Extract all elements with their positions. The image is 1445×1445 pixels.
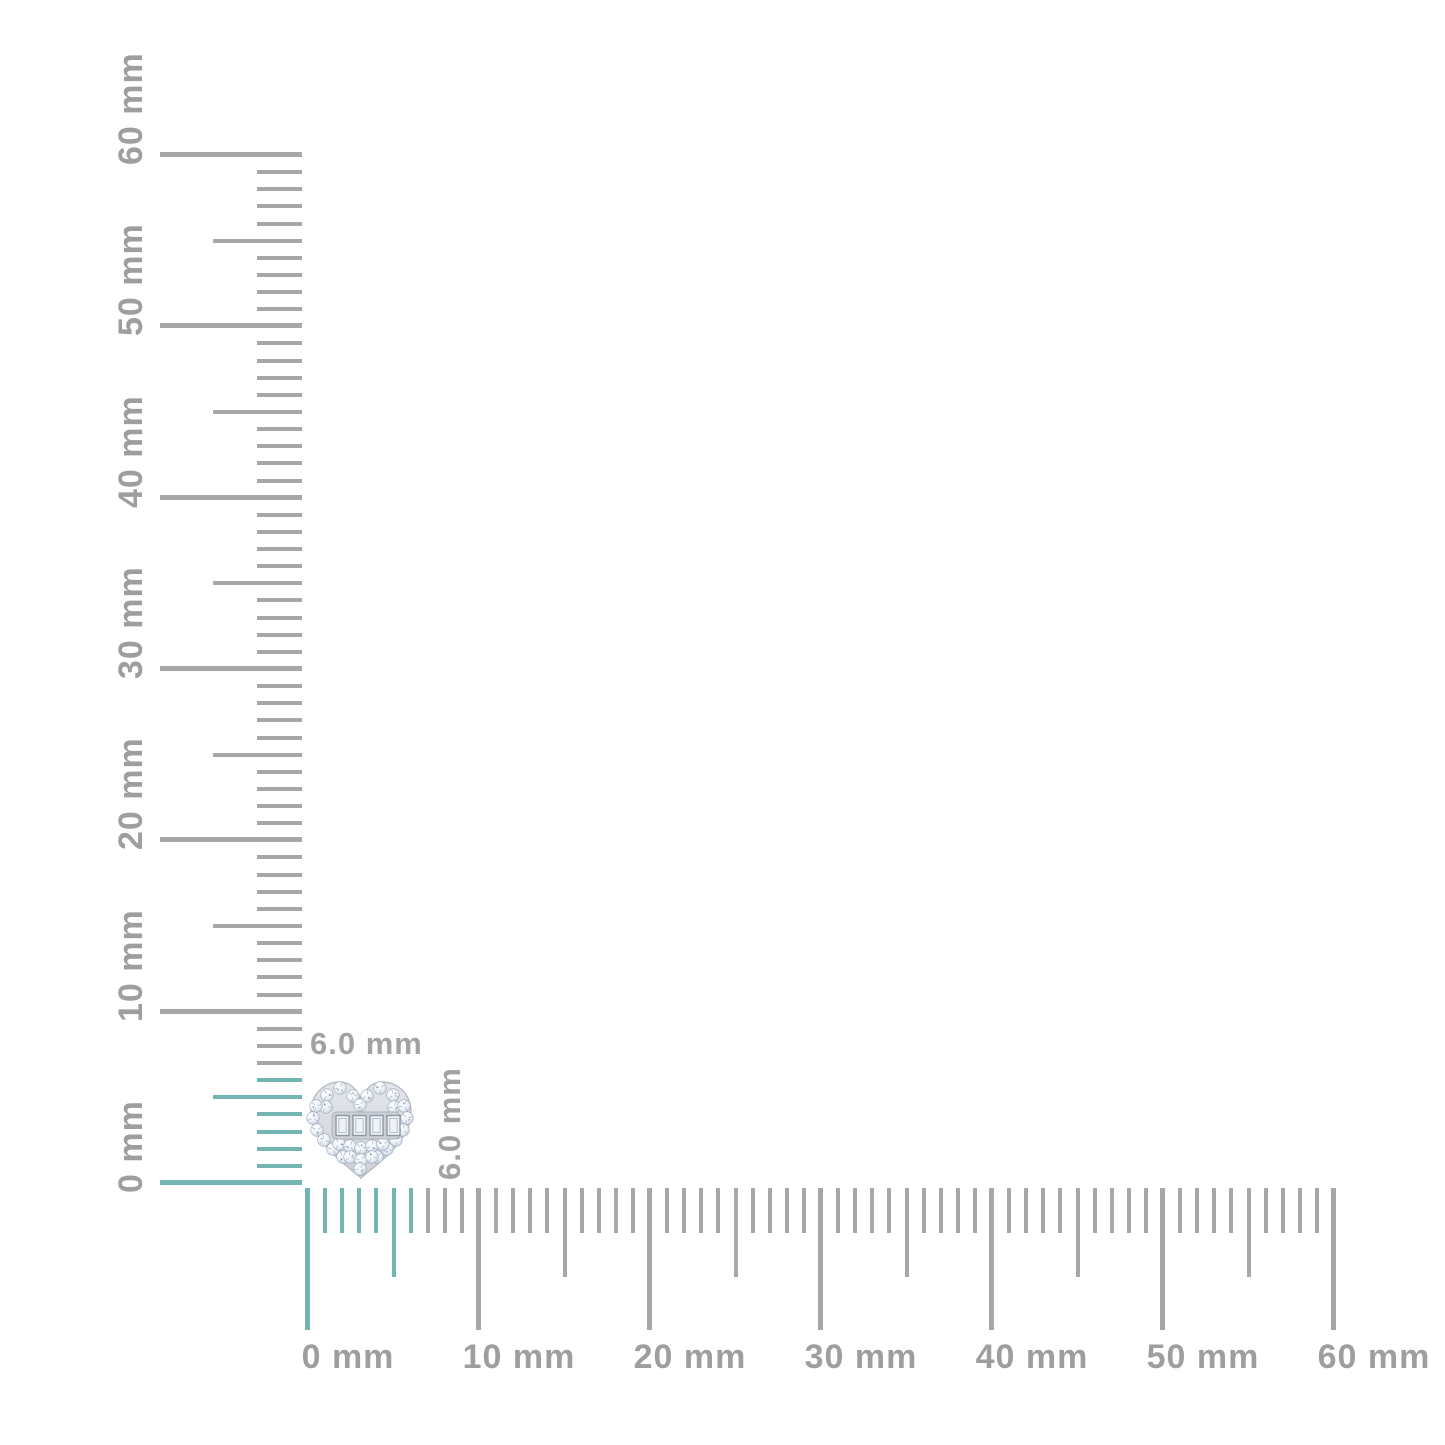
v-ruler-tick bbox=[257, 1027, 302, 1031]
h-ruler-tick bbox=[751, 1188, 755, 1233]
h-ruler-tick bbox=[939, 1188, 943, 1233]
v-ruler-major-tick bbox=[160, 666, 302, 671]
v-ruler-tick bbox=[257, 1147, 302, 1151]
h-ruler-tick bbox=[1058, 1188, 1062, 1233]
h-ruler-tick-label: 10 mm bbox=[462, 1338, 576, 1376]
v-ruler-tick bbox=[257, 530, 302, 534]
v-ruler-tick-label: 60 mm bbox=[112, 52, 150, 165]
v-ruler-major-tick bbox=[160, 837, 302, 842]
v-ruler-tick bbox=[257, 290, 302, 294]
v-ruler-tick bbox=[257, 821, 302, 825]
h-ruler-tick bbox=[1315, 1188, 1319, 1233]
v-ruler-major-tick bbox=[160, 323, 302, 328]
h-ruler-tick bbox=[1247, 1188, 1251, 1277]
h-ruler-tick bbox=[1024, 1188, 1028, 1233]
h-ruler-tick-label: 0 mm bbox=[301, 1338, 395, 1376]
v-ruler-tick bbox=[257, 941, 302, 945]
v-ruler-tick bbox=[257, 616, 302, 620]
v-ruler-tick bbox=[257, 633, 302, 637]
h-ruler-tick bbox=[1127, 1188, 1131, 1233]
v-ruler-tick bbox=[257, 444, 302, 448]
v-ruler-tick bbox=[213, 1095, 302, 1099]
v-ruler-major-tick bbox=[160, 1009, 302, 1014]
h-ruler-major-tick bbox=[1331, 1188, 1336, 1330]
v-ruler-tick bbox=[257, 204, 302, 208]
h-ruler-tick bbox=[528, 1188, 532, 1233]
v-ruler-major-tick bbox=[160, 1180, 302, 1185]
h-ruler-tick bbox=[768, 1188, 772, 1233]
h-ruler-tick bbox=[580, 1188, 584, 1233]
h-ruler-major-tick bbox=[476, 1188, 481, 1330]
v-ruler-tick-label: 20 mm bbox=[112, 737, 150, 850]
h-ruler-tick bbox=[887, 1188, 891, 1233]
h-ruler-tick bbox=[1041, 1188, 1045, 1233]
v-ruler-major-tick bbox=[160, 495, 302, 500]
h-ruler-tick bbox=[511, 1188, 515, 1233]
v-ruler-tick bbox=[257, 341, 302, 345]
h-ruler-major-tick bbox=[1160, 1188, 1165, 1330]
v-ruler-tick bbox=[257, 547, 302, 551]
v-ruler-tick-label: 0 mm bbox=[112, 1100, 150, 1193]
v-ruler-tick bbox=[257, 1112, 302, 1116]
h-ruler-tick bbox=[1007, 1188, 1011, 1233]
v-ruler-tick bbox=[257, 873, 302, 877]
h-ruler-tick bbox=[1076, 1188, 1080, 1277]
h-ruler-tick bbox=[1144, 1188, 1148, 1233]
diamond-heart-graphic bbox=[303, 1075, 419, 1187]
v-ruler-tick bbox=[257, 1164, 302, 1168]
v-ruler-tick bbox=[257, 975, 302, 979]
h-ruler-tick bbox=[1195, 1188, 1199, 1233]
h-ruler-tick bbox=[1281, 1188, 1285, 1233]
h-ruler-tick-label: 60 mm bbox=[1317, 1338, 1431, 1376]
h-ruler-tick bbox=[1110, 1188, 1114, 1233]
v-ruler-tick bbox=[257, 564, 302, 568]
h-ruler-tick bbox=[563, 1188, 567, 1277]
v-ruler-tick bbox=[257, 855, 302, 859]
v-ruler-tick bbox=[257, 993, 302, 997]
h-ruler-major-tick bbox=[647, 1188, 652, 1330]
v-ruler-tick bbox=[213, 239, 302, 243]
v-ruler-tick bbox=[213, 753, 302, 757]
v-ruler-tick-label: 30 mm bbox=[112, 566, 150, 679]
h-ruler-tick bbox=[357, 1188, 361, 1233]
v-ruler-tick bbox=[257, 427, 302, 431]
v-ruler-tick bbox=[257, 273, 302, 277]
h-ruler-tick bbox=[716, 1188, 720, 1233]
v-ruler-tick bbox=[257, 907, 302, 911]
h-ruler-tick bbox=[870, 1188, 874, 1233]
v-ruler-major-tick bbox=[160, 152, 302, 157]
h-ruler-tick bbox=[597, 1188, 601, 1233]
h-ruler-tick bbox=[1212, 1188, 1216, 1233]
h-ruler-tick bbox=[426, 1188, 430, 1233]
h-ruler-tick bbox=[1229, 1188, 1233, 1233]
h-ruler-tick bbox=[631, 1188, 635, 1233]
h-ruler-tick bbox=[802, 1188, 806, 1233]
h-ruler-tick bbox=[1093, 1188, 1097, 1233]
h-ruler-tick bbox=[853, 1188, 857, 1233]
v-ruler-tick bbox=[257, 187, 302, 191]
v-ruler-tick bbox=[213, 581, 302, 585]
h-ruler-tick bbox=[1264, 1188, 1268, 1233]
v-ruler-tick bbox=[213, 924, 302, 928]
h-ruler-tick bbox=[443, 1188, 447, 1233]
v-ruler-tick bbox=[257, 787, 302, 791]
v-ruler-tick bbox=[257, 307, 302, 311]
h-ruler-tick bbox=[494, 1188, 498, 1233]
h-ruler-tick bbox=[1298, 1188, 1302, 1233]
v-ruler-tick bbox=[257, 701, 302, 705]
h-ruler-tick bbox=[460, 1188, 464, 1233]
v-ruler-tick bbox=[257, 736, 302, 740]
v-ruler-tick bbox=[213, 410, 302, 414]
v-ruler-tick bbox=[257, 393, 302, 397]
h-ruler-tick bbox=[323, 1188, 327, 1233]
h-ruler-tick bbox=[956, 1188, 960, 1233]
v-ruler-tick-label: 50 mm bbox=[112, 223, 150, 336]
v-ruler-tick-label: 40 mm bbox=[112, 395, 150, 508]
v-ruler-tick bbox=[257, 1061, 302, 1065]
v-ruler-tick bbox=[257, 513, 302, 517]
v-ruler-tick bbox=[257, 1078, 302, 1082]
item-height-label: 6.0 mm bbox=[432, 1067, 467, 1180]
h-ruler-tick bbox=[922, 1188, 926, 1233]
h-ruler-tick-label: 50 mm bbox=[1146, 1338, 1260, 1376]
v-ruler-tick bbox=[257, 684, 302, 688]
v-ruler-tick bbox=[257, 650, 302, 654]
v-ruler-tick bbox=[257, 598, 302, 602]
h-ruler-tick-label: 40 mm bbox=[975, 1338, 1089, 1376]
h-ruler-tick bbox=[785, 1188, 789, 1233]
h-ruler-major-tick bbox=[818, 1188, 823, 1330]
h-ruler-tick bbox=[973, 1188, 977, 1233]
v-ruler-tick bbox=[257, 890, 302, 894]
product-photo-diamond-heart bbox=[303, 1075, 419, 1187]
h-ruler-tick bbox=[665, 1188, 669, 1233]
h-ruler-tick bbox=[905, 1188, 909, 1277]
baguette-cluster bbox=[332, 1112, 400, 1139]
v-ruler-tick bbox=[257, 256, 302, 260]
h-ruler-tick bbox=[374, 1188, 378, 1233]
h-ruler-tick-label: 30 mm bbox=[804, 1338, 918, 1376]
h-ruler-tick bbox=[1178, 1188, 1182, 1233]
h-ruler-tick bbox=[392, 1188, 396, 1277]
v-ruler-tick bbox=[257, 770, 302, 774]
v-ruler-tick bbox=[257, 461, 302, 465]
v-ruler-tick bbox=[257, 359, 302, 363]
h-ruler-tick bbox=[614, 1188, 618, 1233]
v-ruler-tick bbox=[257, 376, 302, 380]
h-ruler-tick bbox=[682, 1188, 686, 1233]
v-ruler-tick bbox=[257, 1044, 302, 1048]
h-ruler-tick-label: 20 mm bbox=[633, 1338, 747, 1376]
v-ruler-tick bbox=[257, 718, 302, 722]
h-ruler-tick bbox=[409, 1188, 413, 1233]
v-ruler-tick-label: 10 mm bbox=[112, 909, 150, 1022]
h-ruler-tick bbox=[699, 1188, 703, 1233]
v-ruler-tick bbox=[257, 222, 302, 226]
item-width-label: 6.0 mm bbox=[310, 1026, 423, 1061]
h-ruler-major-tick bbox=[989, 1188, 994, 1330]
h-ruler-tick bbox=[836, 1188, 840, 1233]
v-ruler-tick bbox=[257, 804, 302, 808]
v-ruler-tick bbox=[257, 1130, 302, 1134]
h-ruler-tick bbox=[340, 1188, 344, 1233]
h-ruler-tick bbox=[734, 1188, 738, 1277]
h-ruler-tick bbox=[545, 1188, 549, 1233]
v-ruler-tick bbox=[257, 958, 302, 962]
v-ruler-tick bbox=[257, 479, 302, 483]
h-ruler-major-tick bbox=[305, 1188, 310, 1330]
v-ruler-tick bbox=[257, 170, 302, 174]
